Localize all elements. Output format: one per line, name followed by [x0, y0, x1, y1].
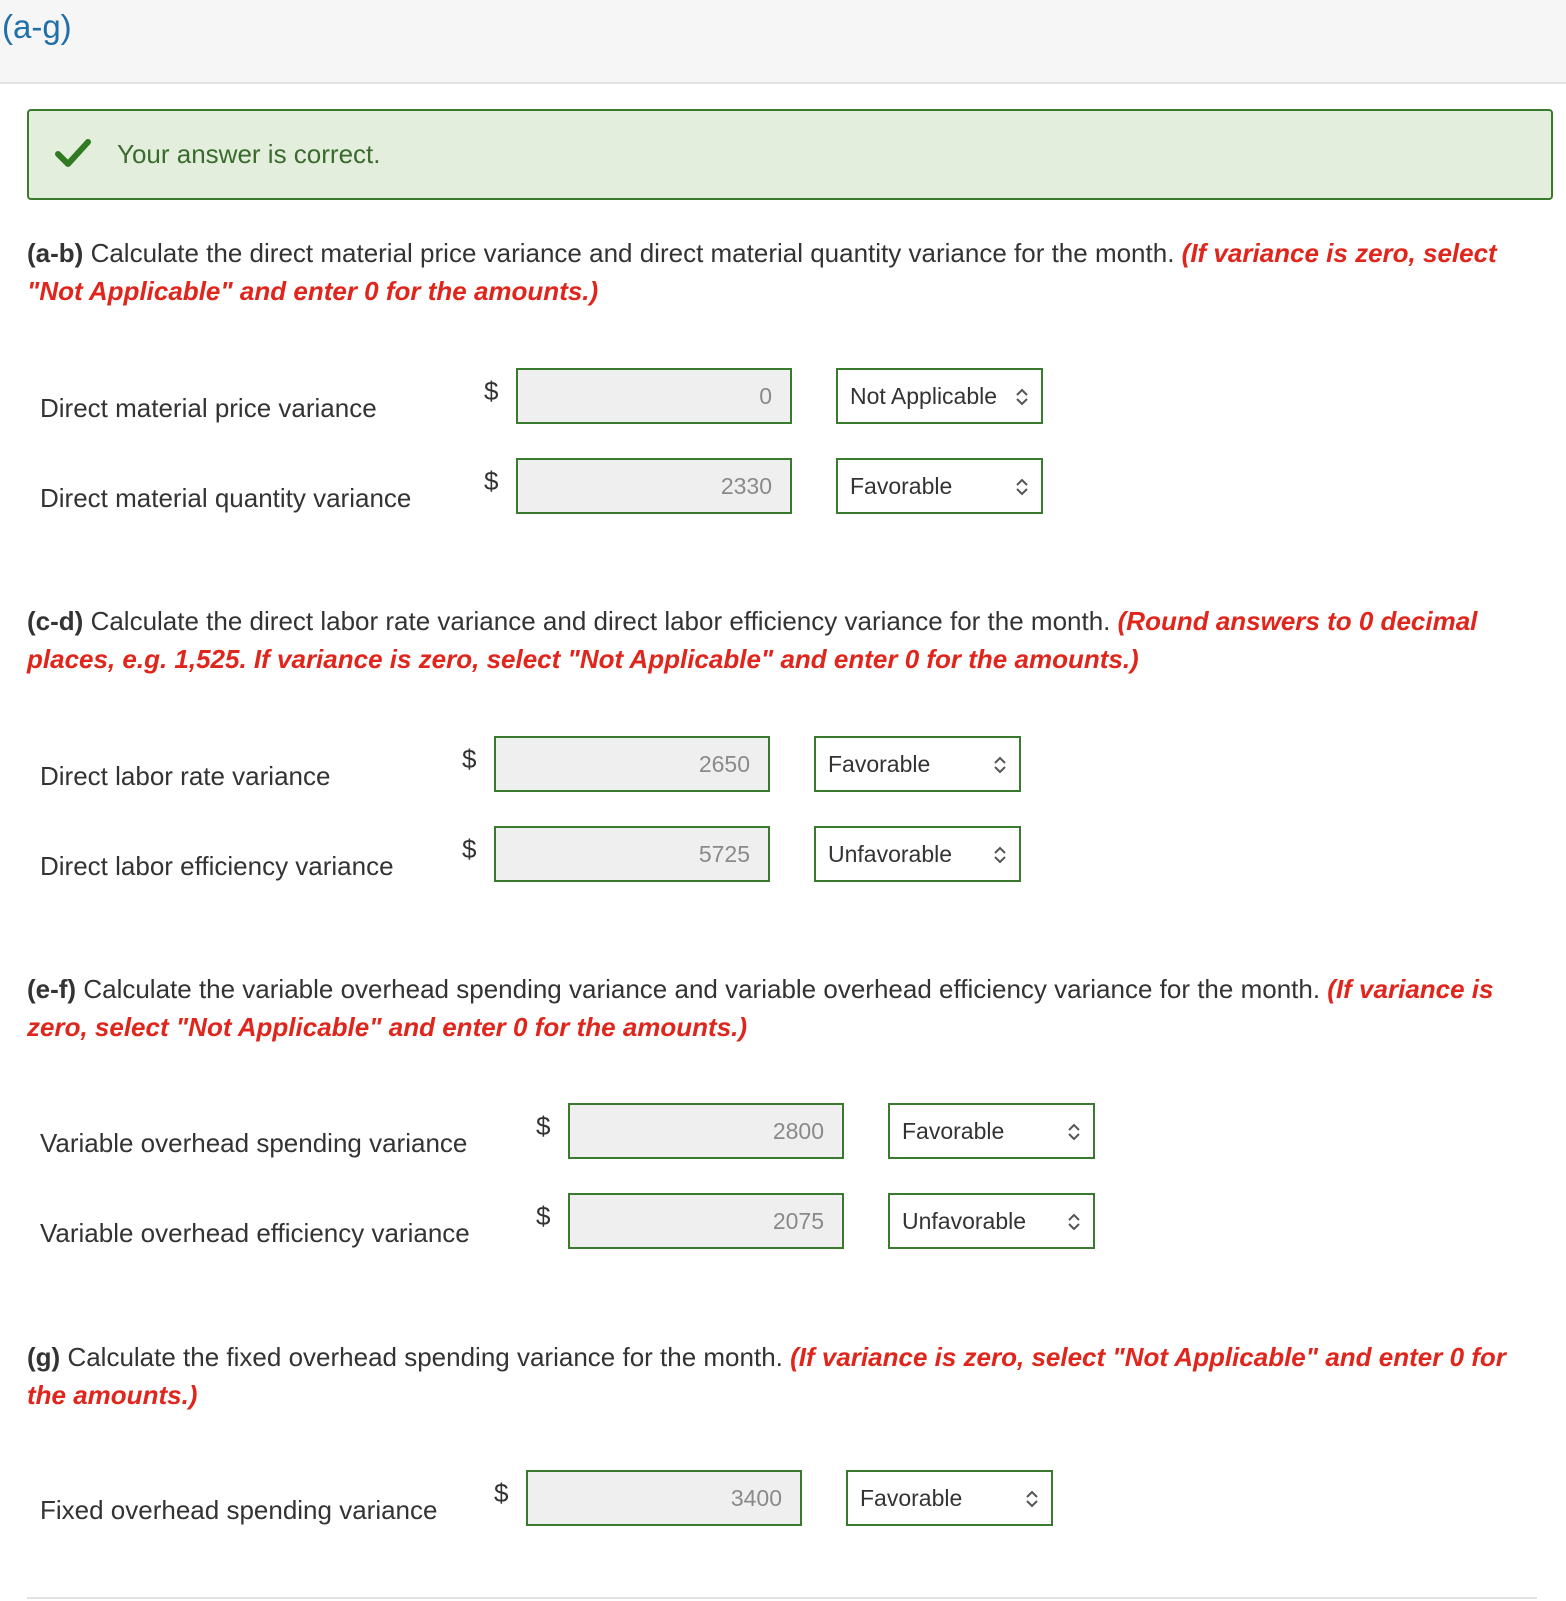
dm-price-type-select[interactable] [836, 368, 1043, 424]
dm-quantity-type-select[interactable] [836, 458, 1043, 514]
up-down-arrows-icon [991, 845, 1009, 865]
row-label-vo-efficiency: Variable overhead efficiency variance [40, 1218, 470, 1248]
question-e-f [27, 970, 1537, 1046]
vo-spending-type-select[interactable] [888, 1103, 1095, 1159]
question-label: (g) [27, 1342, 61, 1372]
row-label-vo-spending: Variable overhead spending variance [40, 1128, 468, 1158]
question-note: (If variance is zero, select "Not Applicable" and enter 0 for the amounts.) [27, 1342, 1506, 1410]
select-value: Unfavorable [828, 841, 953, 867]
vo-efficiency-amount-input[interactable]: 2075 [568, 1193, 844, 1249]
dollar-sign: $ [536, 1201, 551, 1231]
row-label-dm-price: Direct material price variance [40, 393, 377, 423]
question-note: (If variance is zero, select "Not Applicable" and enter 0 for the amounts.) [27, 238, 1497, 306]
select-value: Unfavorable [902, 1208, 1027, 1234]
dl-efficiency-amount-input[interactable]: 5725 [494, 826, 770, 882]
correct-feedback-banner [27, 109, 1553, 200]
dl-rate-amount-input[interactable]: 2650 [494, 736, 770, 792]
dollar-sign: $ [494, 1478, 509, 1508]
up-down-arrows-icon [1013, 387, 1031, 407]
dl-efficiency-type-select[interactable] [814, 826, 1021, 882]
question-label: (c-d) [27, 606, 84, 636]
question-text: Calculate the variable overhead spending variance and variable overhead efficiency variance for the month. [83, 974, 1321, 1004]
fo-spending-amount-input[interactable]: 3400 [526, 1470, 802, 1526]
select-value: Favorable [850, 473, 953, 499]
select-value: Favorable [860, 1485, 963, 1511]
question-note: (Round answers to 0 decimal places, e.g. 1,525. If variance is zero, select "Not Applicable" and enter 0 for the amounts.) [27, 606, 1478, 674]
question-c-d [27, 602, 1537, 678]
up-down-arrows-icon [1065, 1212, 1083, 1232]
feedback-message: Your answer is correct. [117, 139, 381, 169]
question-label: (a-b) [27, 238, 84, 268]
up-down-arrows-icon [991, 755, 1009, 775]
dm-price-amount-input[interactable]: 0 [516, 368, 792, 424]
row-label-dm-quantity: Direct material quantity variance [40, 483, 412, 513]
dollar-sign: $ [484, 466, 499, 496]
question-g [27, 1338, 1537, 1414]
fo-spending-type-select[interactable] [846, 1470, 1053, 1526]
question-note: (If variance is zero, select "Not Applicable" and enter 0 for the amounts.) [27, 974, 1494, 1042]
select-value: Favorable [828, 751, 931, 777]
up-down-arrows-icon [1065, 1122, 1083, 1142]
dl-rate-type-select[interactable] [814, 736, 1021, 792]
question-text: Calculate the direct material price variance and direct material quantity variance for the month. [90, 238, 1175, 268]
dm-quantity-amount-input[interactable]: 2330 [516, 458, 792, 514]
part-title[interactable]: (a-g) [2, 8, 72, 45]
question-label: (e-f) [27, 974, 77, 1004]
row-label-dl-efficiency: Direct labor efficiency variance [40, 851, 394, 881]
divider [27, 1597, 1537, 1599]
question-text: Calculate the direct labor rate variance and direct labor efficiency variance for the month. [90, 606, 1111, 636]
dollar-sign: $ [484, 376, 499, 406]
checkmark-icon [55, 135, 91, 171]
question-a-b [27, 234, 1537, 310]
up-down-arrows-icon [1023, 1489, 1041, 1509]
vo-spending-amount-input[interactable]: 2800 [568, 1103, 844, 1159]
select-value: Favorable [902, 1118, 1005, 1144]
select-value: Not Applicable [850, 383, 998, 409]
up-down-arrows-icon [1013, 477, 1031, 497]
dollar-sign: $ [462, 834, 477, 864]
row-label-fo-spending: Fixed overhead spending variance [40, 1495, 438, 1525]
dollar-sign: $ [462, 744, 477, 774]
dollar-sign: $ [536, 1111, 551, 1141]
part-header [0, 0, 1566, 84]
question-text: Calculate the fixed overhead spending variance for the month. [67, 1342, 783, 1372]
row-label-dl-rate: Direct labor rate variance [40, 761, 331, 791]
vo-efficiency-type-select[interactable] [888, 1193, 1095, 1249]
